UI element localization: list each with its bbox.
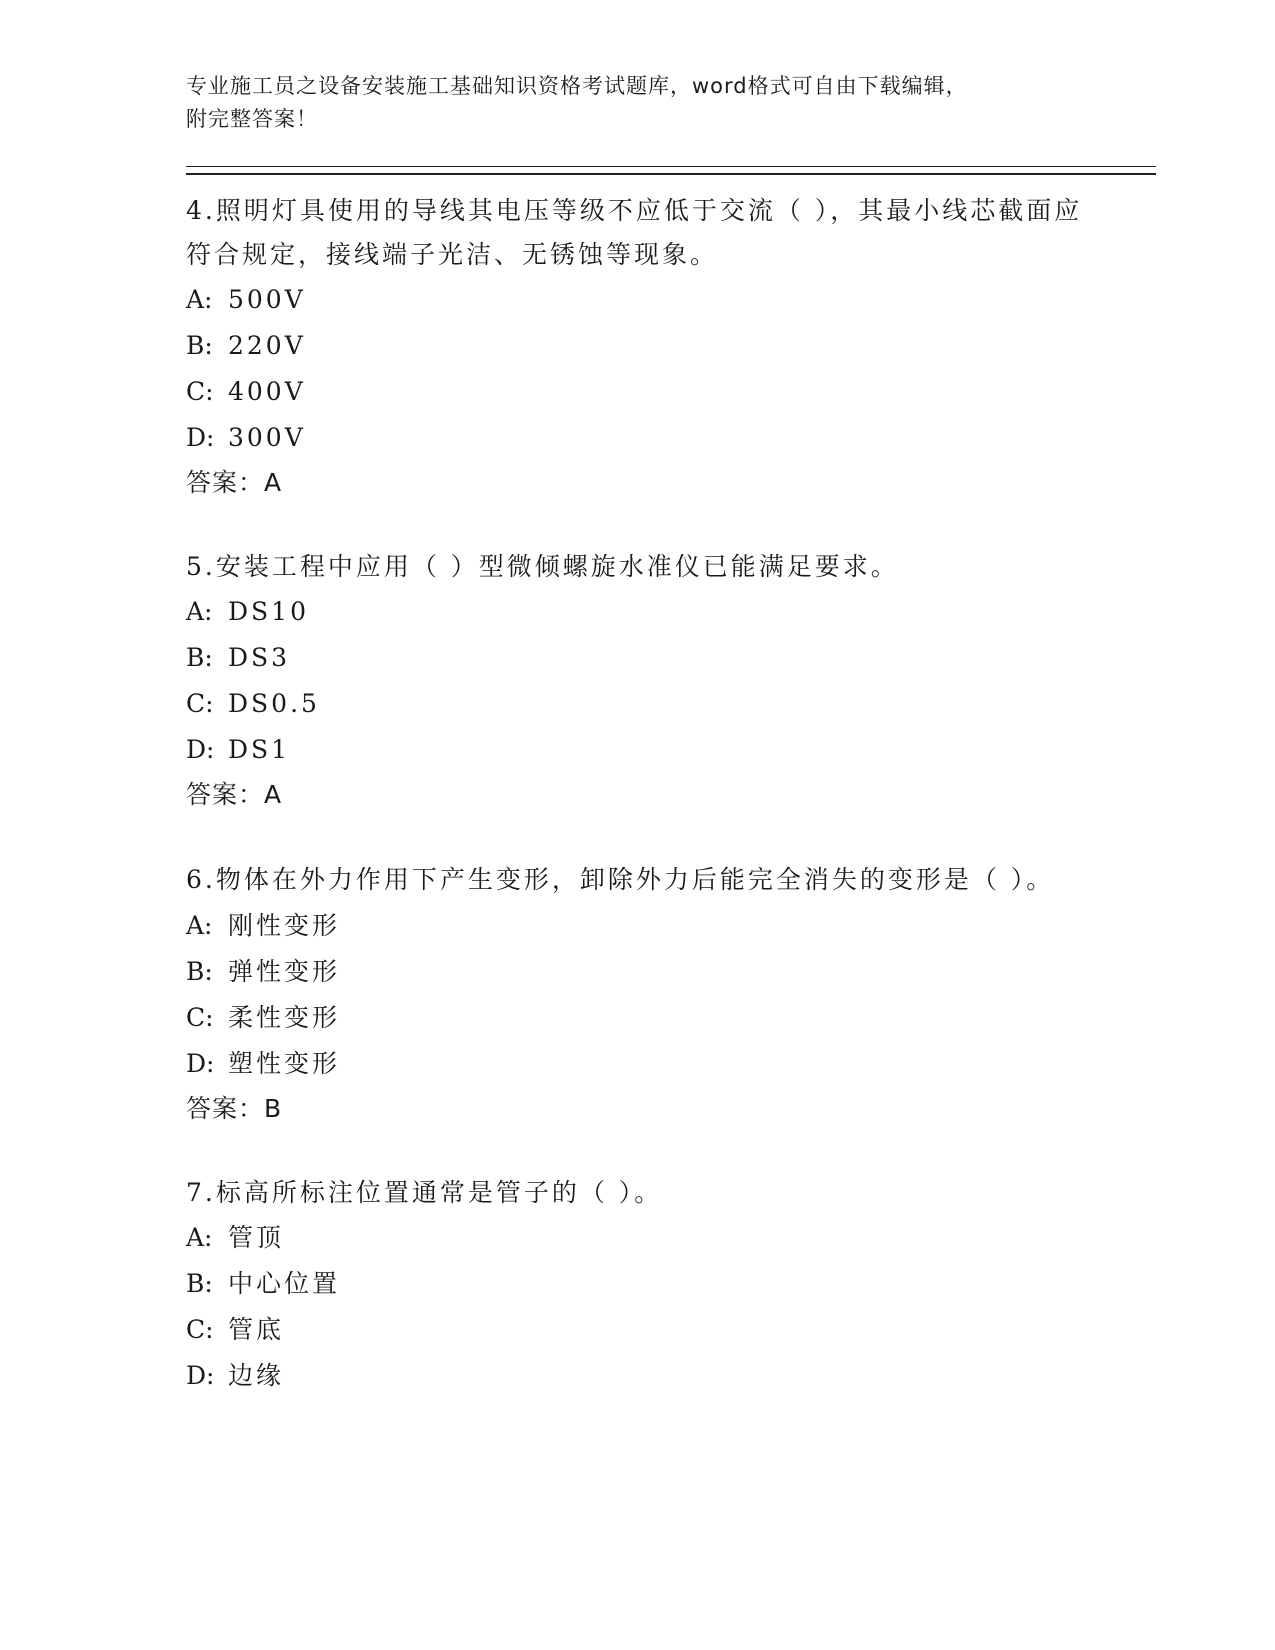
option-letter: C:	[186, 377, 214, 406]
option-b	[186, 949, 1156, 995]
option-d	[186, 1041, 1156, 1087]
header-line-2: 附完整答案！	[186, 107, 318, 131]
question-text: 5.安装工程中应用（ ）型微倾螺旋水准仪已能满足要求。	[186, 552, 899, 581]
answer-line: 答案：A	[186, 780, 283, 809]
answer-line: 答案：B	[186, 1094, 283, 1123]
option-letter: C:	[186, 689, 214, 718]
option-letter: A:	[186, 597, 213, 626]
option-c	[186, 681, 1156, 727]
question-gap	[186, 817, 1156, 857]
option-text: 柔性变形	[228, 1003, 341, 1032]
option-letter: D:	[186, 735, 215, 764]
option-a	[186, 589, 1156, 635]
option-letter: A:	[186, 285, 213, 314]
option-a	[186, 277, 1156, 323]
question-5	[186, 545, 1156, 817]
option-text: DS1	[228, 735, 291, 764]
option-letter: D:	[186, 423, 215, 452]
option-d	[186, 415, 1156, 461]
option-text: 边缘	[228, 1361, 285, 1390]
option-letter: B:	[186, 1269, 213, 1298]
option-d	[186, 727, 1156, 773]
question-4	[186, 189, 1156, 505]
option-text: 管底	[228, 1315, 285, 1344]
option-c	[186, 1307, 1156, 1353]
option-text: 220V	[228, 331, 306, 360]
question-text: 4.照明灯具使用的导线其电压等级不应低于交流（ ），其最小线芯截面应符合规定，接线端子光洁、无锈蚀等现象。	[186, 196, 1083, 269]
option-text: 弹性变形	[228, 957, 341, 986]
option-text: DS10	[228, 597, 309, 626]
option-text: 管顶	[228, 1223, 285, 1252]
option-b	[186, 1261, 1156, 1307]
option-letter: B:	[186, 957, 213, 986]
option-text: DS0.5	[228, 689, 320, 718]
question-6	[186, 857, 1156, 1131]
question-text: 6.物体在外力作用下产生变形，卸除外力后能完全消失的变形是（ ）。	[186, 865, 1055, 894]
option-text: 刚性变形	[228, 911, 341, 940]
question-text: 7.标高所标注位置通常是管子的（ ）。	[186, 1178, 663, 1207]
question-gap	[186, 505, 1156, 545]
option-text: 400V	[228, 377, 306, 406]
option-b	[186, 323, 1156, 369]
option-letter: D:	[186, 1361, 215, 1390]
document-page	[186, 70, 1156, 1399]
question-gap	[186, 1131, 1156, 1171]
option-text: 300V	[228, 423, 306, 452]
header-divider	[186, 166, 1156, 175]
option-a	[186, 1215, 1156, 1261]
option-letter: A:	[186, 911, 213, 940]
option-letter: C:	[186, 1003, 214, 1032]
option-c	[186, 995, 1156, 1041]
option-text: DS3	[228, 643, 291, 672]
answer-line: 答案：A	[186, 468, 283, 497]
option-a	[186, 903, 1156, 949]
option-text: 500V	[228, 285, 306, 314]
option-text: 塑性变形	[228, 1049, 341, 1078]
option-letter: C:	[186, 1315, 214, 1344]
question-7	[186, 1171, 1156, 1399]
option-c	[186, 369, 1156, 415]
option-d	[186, 1353, 1156, 1399]
option-b	[186, 635, 1156, 681]
option-text: 中心位置	[228, 1269, 341, 1298]
document-header	[186, 70, 1046, 136]
option-letter: B:	[186, 643, 213, 672]
option-letter: A:	[186, 1223, 213, 1252]
option-letter: B:	[186, 331, 213, 360]
header-line-1: 专业施工员之设备安装施工基础知识资格考试题库，word格式可自由下载编辑，	[186, 74, 968, 98]
option-letter: D:	[186, 1049, 215, 1078]
